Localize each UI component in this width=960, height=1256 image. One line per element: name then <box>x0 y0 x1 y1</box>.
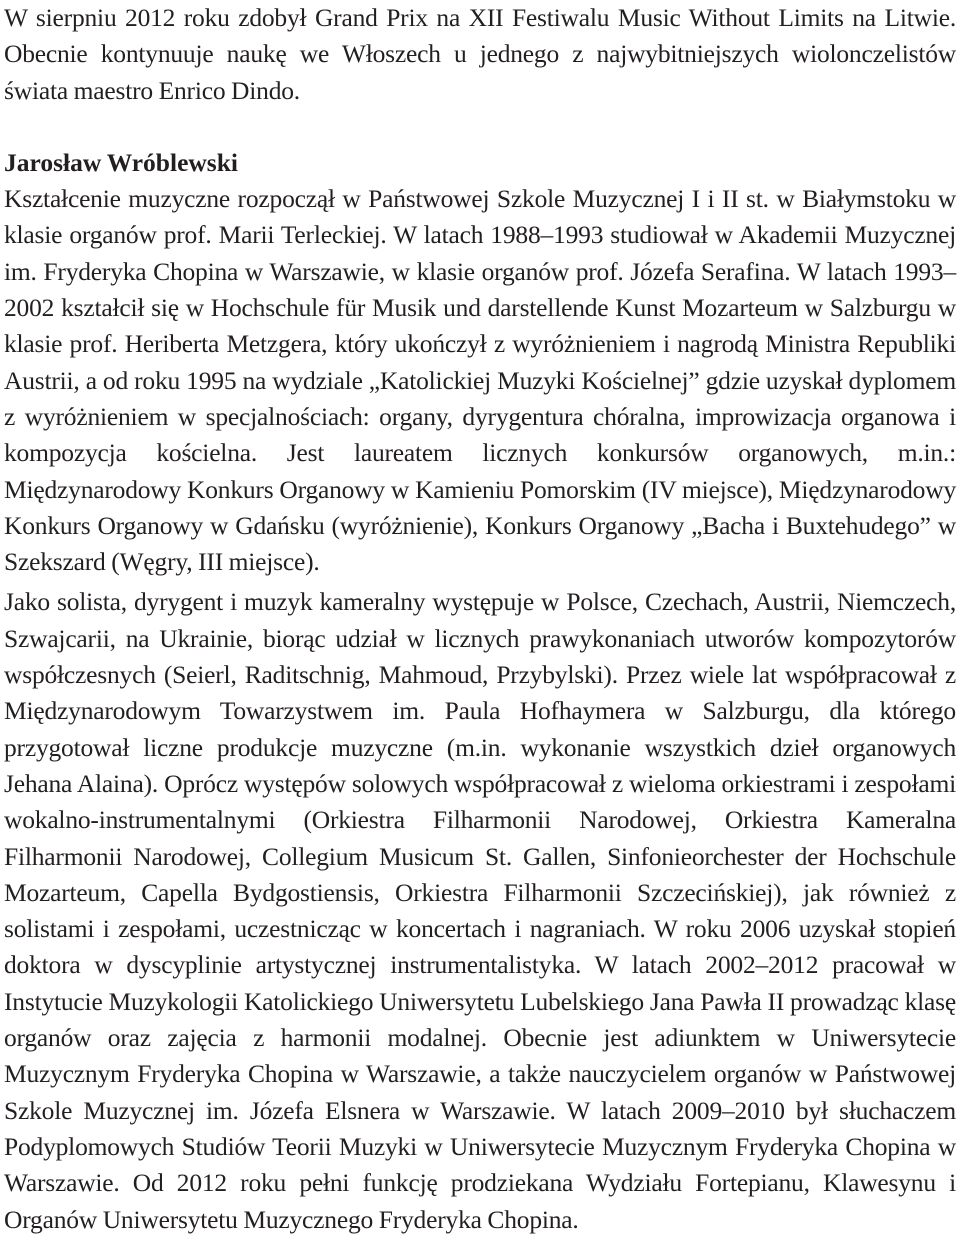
biography-paragraph-career: Jako solista, dyrygent i muzyk kameralny występuje w Polsce, Czechach, Austrii, Niemczech, Szwajcarii, na Ukrainie, biorąc udział w licznych prawykonaniach utworów kompozytorów współczesnych (Seierl, Raditschnig, Mahmoud, Przybylski). Przez wiele lat współpracował z Międzynarodowym Towarzystwem im. Paula Hofhaymera w Salzburgu, dla którego przygotował liczne produkcje muzyczne (m.in. wykonanie wszystkich dzieł organowych Jehana Alaina). Oprócz występów solowych współpracował z wieloma orkiestrami i zespołami wokalno-instrumentalnymi (Orkiestra Filharmonii Narodowej, Orkiestra Kameralna Filharmonii Narodowej, Collegium Musicum St. Gallen, Sinfonieorchester der Hochschule Mozarteum, Capella Bydgostiensis, Orkiestra Filharmonii Szczecińskiej), jak również z solistami i zespołami, uczestnicząc w koncertach i nagraniach. W roku 2006 uzyskał stopień doktora w dyscyplinie artystycznej instrumentalistyka. W latach 2002–2012 pracował w Instytucie Muzykologii Katolickiego Uniwersytetu Lubelskiego Jana Pawła II prowadząc klasę organów oraz zajęcia z harmonii modalnej. Obecnie jest adiunktem w Uniwersytecie Muzycznym Fryderyka Chopina w Warszawie, a także nauczycielem organów w Państwowej Szkole Muzycznej im. Józefa Elsnera w Warszawie. W latach 2009–2010 był słuchaczem Podyplomowych Studiów Teorii Muzyki w Uniwersytecie Muzycznym Fryderyka Chopina w Warszawie. Od 2012 roku pełni funkcję prodziekana Wydziału Fortepianu, Klawesynu i Organów Uniwersytetu Muzycznego Fryderyka Chopina. <box>4 587 956 1234</box>
document-page <box>4 0 956 1242</box>
biography-paragraph-education: Kształcenie muzyczne rozpoczął w Państwowej Szkole Muzycznej I i II st. w Białymstoku w klasie organów prof. Marii Terleckiej. W latach 1988–1993 studiował w Akademii Muzycznej im. Fryderyka Chopina w Warszawie, w klasie organów prof. Józefa Serafina. W latach 1993–2002 kształcił się w Hochschule für Musik und darstellende Kunst Mozarteum w Salzburgu w klasie prof. Heriberta Metzgera, który ukończył z wyróżnieniem i nagrodą Ministra Republiki Austrii, a od roku 1995 na wydziale „Katolickiej Muzyki Kościelnej” gdzie uzyskał dyplomem z wyróżnieniem w specjalnościach: organy, dyrygentura chóralna, improwizacja organowa i kompozycja kościelna. Jest laureatem licznych konkursów organowych, m.in.: Międzynarodowy Konkurs Organowy w Kamieniu Pomorskim (IV miejsce), Międzynarodowy Konkurs Organowy w Gdańsku (wyróżnienie), Konkurs Organowy „Bacha i Buxtehudego” w Szekszard (Węgry, III miejsce). <box>4 184 956 577</box>
person-name-heading: Jarosław Wróblewski <box>4 147 238 177</box>
intro-paragraph: W sierpniu 2012 roku zdobył Grand Prix na XII Festiwalu Music Without Limits na Litwie. Obecnie kontynuuje naukę we Włoszech u jednego z najwybitniejszych wiolonczelistów świata maestro Enrico Dindo. <box>4 3 956 105</box>
